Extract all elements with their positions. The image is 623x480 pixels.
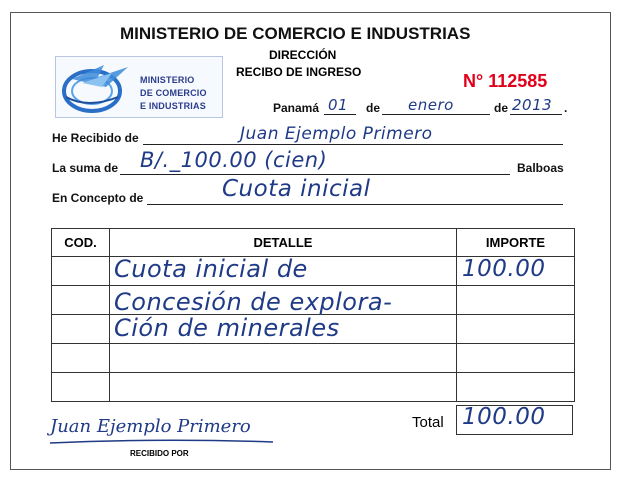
receipt-number: N° 112585 (463, 71, 548, 91)
receipt-type: RECIBO DE INGRESO (236, 65, 362, 79)
signature: Juan Ejemplo Primero (50, 416, 251, 437)
date-year-line (510, 114, 562, 115)
amount-value: B/._100.00 (cien) (140, 148, 328, 172)
header-detalle: DETALLE (110, 229, 457, 257)
detail-line-2: Concesión de explora- (114, 288, 393, 316)
table-row (52, 373, 575, 402)
signature-underline (48, 438, 278, 446)
amount-label: La suma de (52, 161, 119, 175)
ministry-logo (55, 56, 223, 118)
received-from-value: Juan Ejemplo Primero (240, 124, 433, 144)
date-end: . (564, 101, 568, 115)
logo-line-2: DE COMERCIO (140, 88, 207, 98)
date-day: 01 (328, 96, 349, 114)
logo-emblem-icon (58, 57, 138, 117)
date-place-label: Panamá (273, 101, 320, 115)
date-day-line (324, 114, 356, 115)
detail-line-3: Ción de minerales (114, 314, 340, 342)
date-de-1: de (366, 101, 381, 115)
date-month-line (382, 114, 490, 115)
concept-label: En Concepto de (52, 191, 144, 205)
table-row (52, 344, 575, 373)
ministry-title: MINISTERIO DE COMERCIO E INDUSTRIAS (120, 24, 471, 43)
total-value: 100.00 (462, 404, 546, 430)
total-label: Total (412, 414, 444, 431)
header-cod: COD. (52, 229, 110, 257)
date-de-2: de (494, 101, 509, 115)
logo-line-3: E INDUSTRIAS (140, 101, 206, 111)
date-year: 2013 (512, 96, 553, 114)
amount-line (120, 174, 510, 175)
importe-value: 100.00 (462, 256, 546, 282)
logo-line-1: MINISTERIO (140, 75, 195, 85)
concept-line (147, 204, 563, 205)
direction-title: DIRECCIÓN (269, 48, 337, 62)
header-importe: IMPORTE (457, 229, 575, 257)
detail-line-1: Cuota inicial de (114, 255, 308, 283)
received-by-label: RECIBIDO POR (130, 449, 189, 458)
received-from-line (143, 144, 563, 145)
concept-value: Cuota inicial (222, 176, 371, 202)
currency-label: Balboas (517, 161, 564, 175)
date-month: enero (408, 96, 454, 114)
table-header-row (52, 229, 575, 257)
received-from-label: He Recibido de (52, 131, 139, 145)
